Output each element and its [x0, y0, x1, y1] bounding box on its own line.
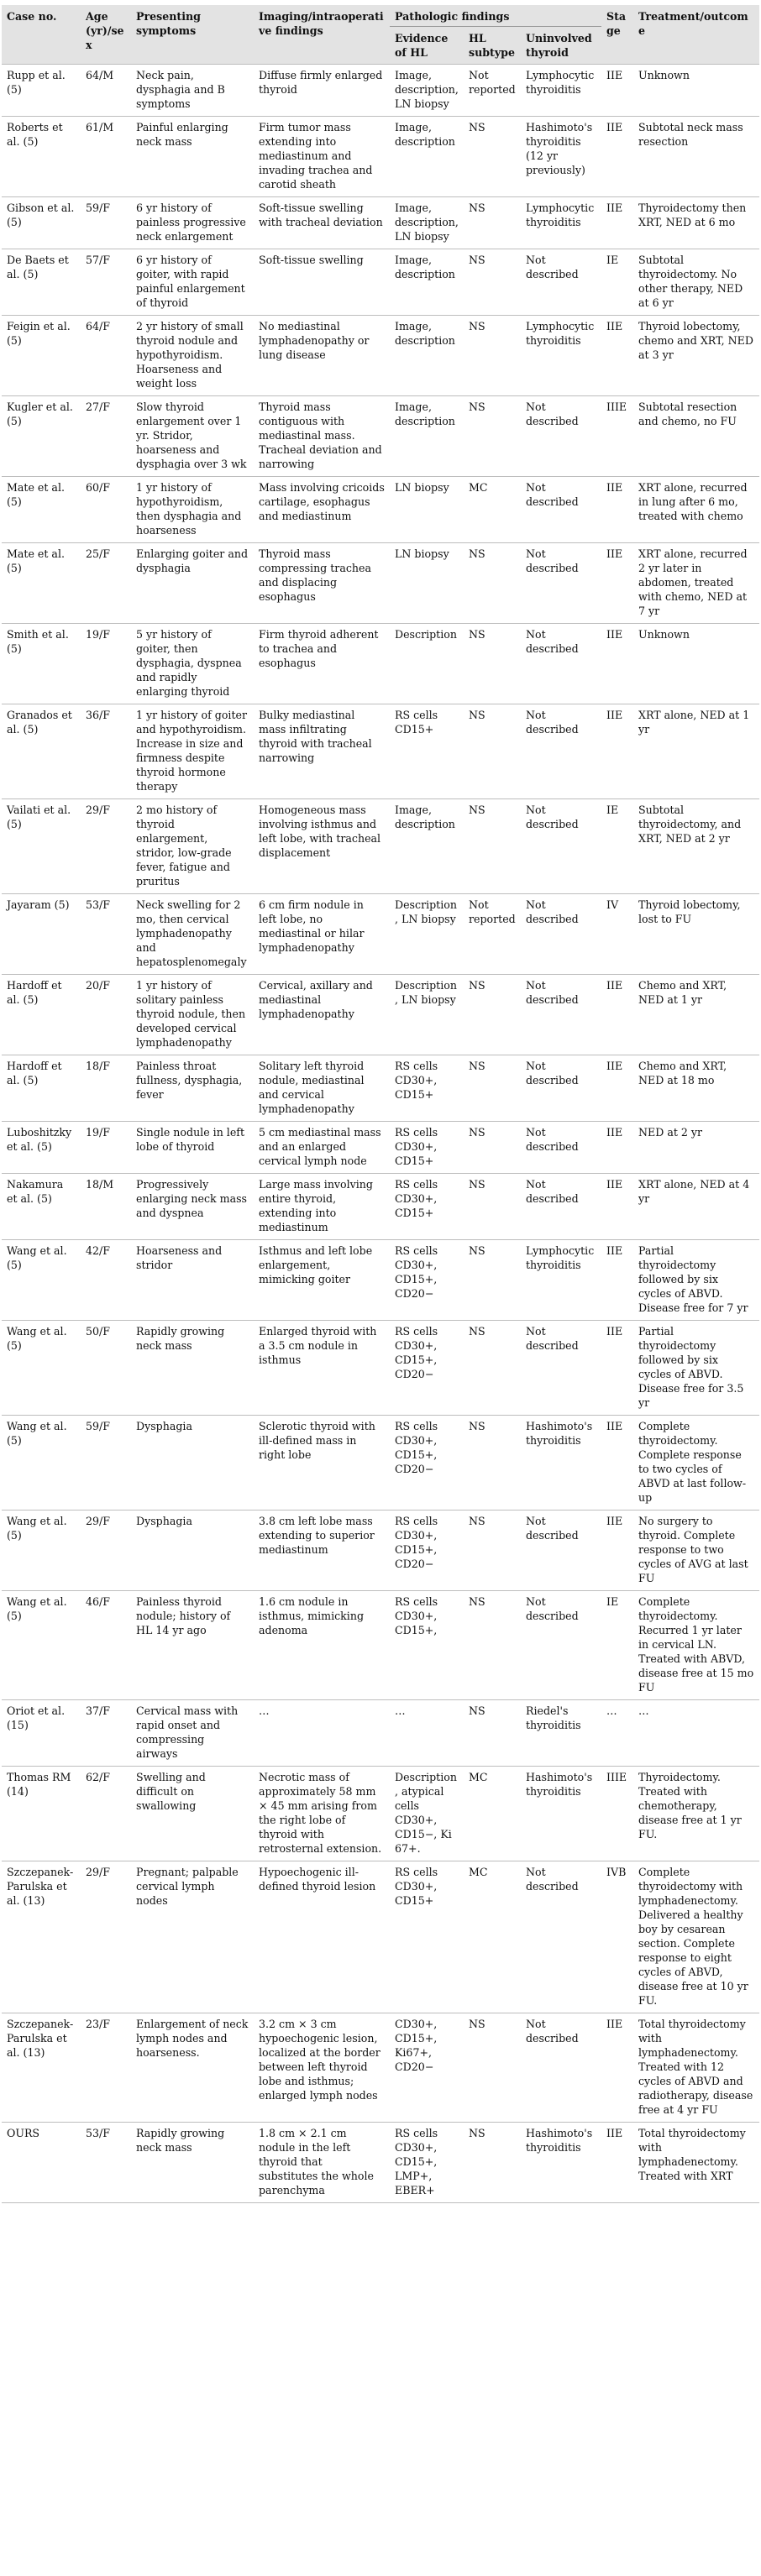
- cell-case-no: Granados et al. (5): [2, 704, 81, 799]
- cell-case-no: Kugler et al. (5): [2, 396, 81, 477]
- cell-presenting-symptoms: Dysphagia: [131, 1416, 254, 1511]
- cell-treatment-outcome: No surgery to thyroid. Complete response to two cycles of AVG at last FU: [633, 1511, 759, 1591]
- cell-uninvolved-thyroid: Not described: [521, 975, 601, 1055]
- cell-presenting-symptoms: Pregnant; palpable cervical lymph nodes: [131, 1861, 254, 2013]
- cell-stage: IIE: [601, 197, 633, 249]
- cell-hl-subtype: NS: [464, 975, 521, 1055]
- cell-uninvolved-thyroid: Lymphocytic thyroiditis: [521, 197, 601, 249]
- cell-hl-subtype: NS: [464, 1122, 521, 1174]
- cell-hl-subtype: Not reported: [464, 894, 521, 975]
- cell-uninvolved-thyroid: Hashimoto's thyroiditis: [521, 1416, 601, 1511]
- cell-case-no: Roberts et al. (5): [2, 117, 81, 197]
- cell-case-no: Nakamura et al. (5): [2, 1174, 81, 1240]
- cell-evidence-of-hl: RS cells CD30+, CD15+: [390, 1055, 464, 1122]
- cell-treatment-outcome: Thyroidectomy. Treated with chemotherapy, disease free at 1 yr FU.: [633, 1767, 759, 1861]
- cell-imaging-findings: 1.8 cm × 2.1 cm nodule in the left thyroid that substitutes the whole parenchyma: [254, 2123, 390, 2203]
- cell-age-sex: 29/F: [81, 1511, 131, 1591]
- cell-stage: IIE: [601, 1122, 633, 1174]
- table-row: [2, 1511, 759, 1591]
- cell-case-no: Wang et al. (5): [2, 1416, 81, 1511]
- cell-case-no: Wang et al. (5): [2, 1321, 81, 1416]
- cell-hl-subtype: NS: [464, 2013, 521, 2123]
- cell-case-no: Thomas RM (14): [2, 1767, 81, 1861]
- cell-presenting-symptoms: 1 yr history of hypothyroidism, then dysphagia and hoarseness: [131, 477, 254, 543]
- cell-hl-subtype: NS: [464, 1321, 521, 1416]
- cell-uninvolved-thyroid: Riedel's thyroiditis: [521, 1700, 601, 1767]
- cell-evidence-of-hl: LN biopsy: [390, 543, 464, 624]
- table-row: [2, 1767, 759, 1861]
- cell-stage: IIIE: [601, 1767, 633, 1861]
- cell-imaging-findings: Large mass involving entire thyroid, extending into mediastinum: [254, 1174, 390, 1240]
- cell-presenting-symptoms: Enlarging goiter and dysphagia: [131, 543, 254, 624]
- cell-hl-subtype: NS: [464, 1511, 521, 1591]
- cell-presenting-symptoms: Neck pain, dysphagia and B symptoms: [131, 65, 254, 117]
- cell-evidence-of-hl: RS cells CD30+, CD15+, LMP+, EBER+: [390, 2123, 464, 2203]
- cell-presenting-symptoms: 5 yr history of goiter, then dysphagia, dyspnea and rapidly enlarging thyroid: [131, 624, 254, 704]
- cell-stage: IE: [601, 1591, 633, 1700]
- cell-case-no: Wang et al. (5): [2, 1511, 81, 1591]
- table-row: [2, 1861, 759, 2013]
- cell-age-sex: 53/F: [81, 2123, 131, 2203]
- cell-imaging-findings: Cervical, axillary and mediastinal lymphadenopathy: [254, 975, 390, 1055]
- cell-evidence-of-hl: Description, LN biopsy: [390, 894, 464, 975]
- cell-presenting-symptoms: 2 yr history of small thyroid nodule and hypothyroidism. Hoarseness and weight loss: [131, 316, 254, 396]
- cell-imaging-findings: Necrotic mass of approximately 58 mm × 45 mm arising from the right lobe of thyroid with retrosternal extension.: [254, 1767, 390, 1861]
- cell-case-no: OURS: [2, 2123, 81, 2203]
- cell-stage: IIE: [601, 1240, 633, 1321]
- cell-uninvolved-thyroid: Not described: [521, 1591, 601, 1700]
- cell-treatment-outcome: Subtotal thyroidectomy. No other therapy, NED at 6 yr: [633, 249, 759, 316]
- cell-evidence-of-hl: …: [390, 1700, 464, 1767]
- cell-age-sex: 46/F: [81, 1591, 131, 1700]
- cell-uninvolved-thyroid: Not described: [521, 704, 601, 799]
- cell-presenting-symptoms: Rapidly growing neck mass: [131, 2123, 254, 2203]
- cell-presenting-symptoms: Progressively enlarging neck mass and dyspnea: [131, 1174, 254, 1240]
- cell-uninvolved-thyroid: Hashimoto's thyroiditis: [521, 2123, 601, 2203]
- table-row: [2, 624, 759, 704]
- cell-treatment-outcome: …: [633, 1700, 759, 1767]
- cell-age-sex: 25/F: [81, 543, 131, 624]
- cell-age-sex: 19/F: [81, 624, 131, 704]
- cell-hl-subtype: NS: [464, 1700, 521, 1767]
- cell-hl-subtype: NS: [464, 799, 521, 894]
- cell-imaging-findings: Soft-tissue swelling: [254, 249, 390, 316]
- cell-treatment-outcome: Subtotal resection and chemo, no FU: [633, 396, 759, 477]
- table-row: [2, 316, 759, 396]
- cell-case-no: Mate et al. (5): [2, 543, 81, 624]
- header-hl-subtype: HL subtype: [464, 27, 521, 65]
- cell-presenting-symptoms: Dysphagia: [131, 1511, 254, 1591]
- cell-uninvolved-thyroid: Not described: [521, 1861, 601, 2013]
- table-row: [2, 197, 759, 249]
- cell-age-sex: 20/F: [81, 975, 131, 1055]
- cell-case-no: Rupp et al. (5): [2, 65, 81, 117]
- cell-treatment-outcome: NED at 2 yr: [633, 1122, 759, 1174]
- table-row: [2, 1055, 759, 1122]
- cell-age-sex: 60/F: [81, 477, 131, 543]
- cell-stage: IIE: [601, 624, 633, 704]
- cell-hl-subtype: NS: [464, 197, 521, 249]
- cell-hl-subtype: NS: [464, 396, 521, 477]
- cell-treatment-outcome: Thyroid lobectomy, chemo and XRT, NED at 3 yr: [633, 316, 759, 396]
- header-pathologic-findings: Pathologic findings: [390, 5, 601, 27]
- cell-presenting-symptoms: Hoarseness and stridor: [131, 1240, 254, 1321]
- cell-imaging-findings: 3.8 cm left lobe mass extending to superior mediastinum: [254, 1511, 390, 1591]
- cell-hl-subtype: Not reported: [464, 65, 521, 117]
- cell-uninvolved-thyroid: Not described: [521, 249, 601, 316]
- cell-treatment-outcome: Chemo and XRT, NED at 18 mo: [633, 1055, 759, 1122]
- table-row: [2, 894, 759, 975]
- cell-age-sex: 53/F: [81, 894, 131, 975]
- cell-evidence-of-hl: RS cells CD30+, CD15+: [390, 1122, 464, 1174]
- cell-evidence-of-hl: RS cells CD30+, CD15+: [390, 1861, 464, 2013]
- header-treatment: Treatment/outcome: [633, 5, 759, 65]
- cell-evidence-of-hl: RS cells CD30+, CD15+, CD20−: [390, 1240, 464, 1321]
- cell-uninvolved-thyroid: Not described: [521, 799, 601, 894]
- cell-imaging-findings: Diffuse firmly enlarged thyroid: [254, 65, 390, 117]
- cell-presenting-symptoms: Enlargement of neck lymph nodes and hoarseness.: [131, 2013, 254, 2123]
- cell-treatment-outcome: XRT alone, recurred in lung after 6 mo, treated with chemo: [633, 477, 759, 543]
- table-row: [2, 65, 759, 117]
- cell-evidence-of-hl: Image, description: [390, 249, 464, 316]
- cell-treatment-outcome: Total thyroidectomy with lymphadenectomy. Treated with XRT: [633, 2123, 759, 2203]
- cell-treatment-outcome: Thyroidectomy then XRT, NED at 6 mo: [633, 197, 759, 249]
- cell-uninvolved-thyroid: Lymphocytic thyroiditis: [521, 316, 601, 396]
- cell-imaging-findings: 1.6 cm nodule in isthmus, mimicking adenoma: [254, 1591, 390, 1700]
- table-row: [2, 543, 759, 624]
- cell-treatment-outcome: Partial thyroidectomy followed by six cycles of ABVD. Disease free for 3.5 yr: [633, 1321, 759, 1416]
- table-row: [2, 704, 759, 799]
- cell-presenting-symptoms: Neck swelling for 2 mo, then cervical lymphadenopathy and hepatosplenomegaly: [131, 894, 254, 975]
- cell-stage: …: [601, 1700, 633, 1767]
- cell-imaging-findings: Thyroid mass compressing trachea and displacing esophagus: [254, 543, 390, 624]
- cell-imaging-findings: Homogeneous mass involving isthmus and left lobe, with tracheal displacement: [254, 799, 390, 894]
- cell-presenting-symptoms: Swelling and difficult on swallowing: [131, 1767, 254, 1861]
- cell-age-sex: 18/F: [81, 1055, 131, 1122]
- cell-case-no: Hardoff et al. (5): [2, 975, 81, 1055]
- cell-case-no: Vailati et al. (5): [2, 799, 81, 894]
- cell-hl-subtype: NS: [464, 704, 521, 799]
- table-row: [2, 2123, 759, 2203]
- cell-uninvolved-thyroid: Not described: [521, 1174, 601, 1240]
- cell-imaging-findings: Firm thyroid adherent to trachea and esophagus: [254, 624, 390, 704]
- cell-imaging-findings: Isthmus and left lobe enlargement, mimicking goiter: [254, 1240, 390, 1321]
- cell-evidence-of-hl: Image, description, LN biopsy: [390, 65, 464, 117]
- cell-stage: IIE: [601, 2123, 633, 2203]
- cell-imaging-findings: 6 cm firm nodule in left lobe, no mediastinal or hilar lymphadenopathy: [254, 894, 390, 975]
- cell-stage: IE: [601, 799, 633, 894]
- cell-treatment-outcome: Complete thyroidectomy. Complete response to two cycles of ABVD at last follow-up: [633, 1416, 759, 1511]
- cell-stage: IIE: [601, 704, 633, 799]
- header-case-no: Case no.: [2, 5, 81, 65]
- cell-case-no: Smith et al. (5): [2, 624, 81, 704]
- table-row: [2, 799, 759, 894]
- cell-treatment-outcome: Complete thyroidectomy with lymphadenectomy. Delivered a healthy boy by cesarean section. Complete response to eight cycles of ABVD, disease free at 10 yr FU.: [633, 1861, 759, 2013]
- cell-hl-subtype: NS: [464, 543, 521, 624]
- cell-evidence-of-hl: Image, description: [390, 799, 464, 894]
- cell-imaging-findings: Firm tumor mass extending into mediastinum and invading trachea and carotid sheath: [254, 117, 390, 197]
- cell-stage: IIE: [601, 117, 633, 197]
- cell-case-no: Mate et al. (5): [2, 477, 81, 543]
- cell-treatment-outcome: Subtotal neck mass resection: [633, 117, 759, 197]
- cell-case-no: Jayaram (5): [2, 894, 81, 975]
- cell-evidence-of-hl: RS cells CD30+, CD15+: [390, 1174, 464, 1240]
- cell-case-no: Feigin et al. (5): [2, 316, 81, 396]
- table-row: [2, 396, 759, 477]
- table-row: [2, 117, 759, 197]
- cell-hl-subtype: MC: [464, 1861, 521, 2013]
- cell-evidence-of-hl: Description, atypical cells CD30+, CD15−, Ki 67+.: [390, 1767, 464, 1861]
- cell-treatment-outcome: XRT alone, recurred 2 yr later in abdomen, treated with chemo, NED at 7 yr: [633, 543, 759, 624]
- cell-hl-subtype: MC: [464, 477, 521, 543]
- cell-age-sex: 62/F: [81, 1767, 131, 1861]
- cell-age-sex: 59/F: [81, 1416, 131, 1511]
- cell-evidence-of-hl: Image, description, LN biopsy: [390, 197, 464, 249]
- cell-age-sex: 29/F: [81, 799, 131, 894]
- cell-uninvolved-thyroid: Not described: [521, 1055, 601, 1122]
- cell-stage: IV: [601, 894, 633, 975]
- cell-presenting-symptoms: 1 yr history of goiter and hypothyroidism. Increase in size and firmness despite thyroid hormone therapy: [131, 704, 254, 799]
- cell-case-no: Szczepanek-Parulska et al. (13): [2, 1861, 81, 2013]
- cell-uninvolved-thyroid: Not described: [521, 1511, 601, 1591]
- cell-uninvolved-thyroid: Not described: [521, 2013, 601, 2123]
- cell-stage: IIE: [601, 316, 633, 396]
- table-row: [2, 1700, 759, 1767]
- table-row: [2, 1591, 759, 1700]
- cell-stage: IIE: [601, 1055, 633, 1122]
- cell-uninvolved-thyroid: Not described: [521, 894, 601, 975]
- cell-evidence-of-hl: Description: [390, 624, 464, 704]
- cell-presenting-symptoms: Rapidly growing neck mass: [131, 1321, 254, 1416]
- table-row: [2, 1416, 759, 1511]
- cell-hl-subtype: NS: [464, 1240, 521, 1321]
- cell-evidence-of-hl: RS cells CD15+: [390, 704, 464, 799]
- table-row: [2, 477, 759, 543]
- cell-treatment-outcome: Complete thyroidectomy. Recurred 1 yr later in cervical LN. Treated with ABVD, disease free at 15 mo FU: [633, 1591, 759, 1700]
- cell-imaging-findings: Soft-tissue swelling with tracheal deviation: [254, 197, 390, 249]
- cell-presenting-symptoms: Single nodule in left lobe of thyroid: [131, 1122, 254, 1174]
- cell-imaging-findings: Mass involving cricoids cartilage, esophagus and mediastinum: [254, 477, 390, 543]
- cell-evidence-of-hl: RS cells CD30+, CD15+,: [390, 1591, 464, 1700]
- cell-uninvolved-thyroid: Not described: [521, 396, 601, 477]
- cell-imaging-findings: 3.2 cm × 3 cm hypoechogenic lesion, localized at the border between left thyroid lobe and isthmus; enlarged lymph nodes: [254, 2013, 390, 2123]
- cell-case-no: Szczepanek-Parulska et al. (13): [2, 2013, 81, 2123]
- cell-stage: IIE: [601, 1321, 633, 1416]
- cell-treatment-outcome: Thyroid lobectomy, lost to FU: [633, 894, 759, 975]
- table-row: [2, 1321, 759, 1416]
- case-table: [2, 5, 759, 2203]
- cell-case-no: De Baets et al. (5): [2, 249, 81, 316]
- cell-hl-subtype: NS: [464, 2123, 521, 2203]
- cell-stage: IIE: [601, 477, 633, 543]
- cell-age-sex: 50/F: [81, 1321, 131, 1416]
- cell-evidence-of-hl: Image, description: [390, 396, 464, 477]
- cell-presenting-symptoms: 6 yr history of painless progressive neck enlargement: [131, 197, 254, 249]
- cell-presenting-symptoms: 1 yr history of solitary painless thyroid nodule, then developed cervical lymphadenopathy: [131, 975, 254, 1055]
- cell-evidence-of-hl: Description, LN biopsy: [390, 975, 464, 1055]
- cell-stage: IIE: [601, 2013, 633, 2123]
- cell-presenting-symptoms: Painful enlarging neck mass: [131, 117, 254, 197]
- cell-hl-subtype: NS: [464, 1416, 521, 1511]
- cell-presenting-symptoms: Slow thyroid enlargement over 1 yr. Stridor, hoarseness and dysphagia over 3 wk: [131, 396, 254, 477]
- cell-age-sex: 61/M: [81, 117, 131, 197]
- cell-evidence-of-hl: RS cells CD30+, CD15+, CD20−: [390, 1416, 464, 1511]
- cell-uninvolved-thyroid: Not described: [521, 543, 601, 624]
- cell-case-no: Wang et al. (5): [2, 1240, 81, 1321]
- table-row: [2, 975, 759, 1055]
- cell-presenting-symptoms: Painless throat fullness, dysphagia, fever: [131, 1055, 254, 1122]
- cell-age-sex: 42/F: [81, 1240, 131, 1321]
- cell-hl-subtype: NS: [464, 1591, 521, 1700]
- header-evidence-of-hl: Evidence of HL: [390, 27, 464, 65]
- table-row: [2, 1174, 759, 1240]
- cell-case-no: Gibson et al. (5): [2, 197, 81, 249]
- cell-age-sex: 18/M: [81, 1174, 131, 1240]
- cell-uninvolved-thyroid: Lymphocytic thyroiditis: [521, 65, 601, 117]
- cell-hl-subtype: NS: [464, 1055, 521, 1122]
- cell-hl-subtype: NS: [464, 316, 521, 396]
- cell-stage: IE: [601, 249, 633, 316]
- header-imaging: Imaging/intraoperative findings: [254, 5, 390, 65]
- cell-stage: IIE: [601, 543, 633, 624]
- cell-uninvolved-thyroid: Hashimoto's thyroiditis: [521, 1767, 601, 1861]
- table-row: [2, 249, 759, 316]
- cell-treatment-outcome: Total thyroidectomy with lymphadenectomy. Treated with 12 cycles of ABVD and radiotherapy, disease free at 4 yr FU: [633, 2013, 759, 2123]
- cell-uninvolved-thyroid: Not described: [521, 1122, 601, 1174]
- cell-stage: IIIE: [601, 396, 633, 477]
- cell-hl-subtype: NS: [464, 624, 521, 704]
- cell-uninvolved-thyroid: Hashimoto's thyroiditis (12 yr previously): [521, 117, 601, 197]
- cell-stage: IIE: [601, 1511, 633, 1591]
- table-row: [2, 2013, 759, 2123]
- cell-uninvolved-thyroid: Not described: [521, 477, 601, 543]
- cell-case-no: Wang et al. (5): [2, 1591, 81, 1700]
- header-stage: Stage: [601, 5, 633, 65]
- cell-hl-subtype: MC: [464, 1767, 521, 1861]
- cell-imaging-findings: Solitary left thyroid nodule, mediastinal and cervical lymphadenopathy: [254, 1055, 390, 1122]
- cell-treatment-outcome: Subtotal thyroidectomy, and XRT, NED at 2 yr: [633, 799, 759, 894]
- cell-imaging-findings: 5 cm mediastinal mass and an enlarged cervical lymph node: [254, 1122, 390, 1174]
- cell-stage: IIE: [601, 65, 633, 117]
- cell-evidence-of-hl: RS cells CD30+, CD15+, CD20−: [390, 1321, 464, 1416]
- cell-case-no: Luboshitzky et al. (5): [2, 1122, 81, 1174]
- cell-hl-subtype: NS: [464, 1174, 521, 1240]
- cell-hl-subtype: NS: [464, 249, 521, 316]
- cell-imaging-findings: Sclerotic thyroid with ill-defined mass in right lobe: [254, 1416, 390, 1511]
- header-presenting-symptoms: Presenting symptoms: [131, 5, 254, 65]
- table-body: [2, 65, 759, 2203]
- cell-treatment-outcome: Partial thyroidectomy followed by six cycles of ABVD. Disease free for 7 yr: [633, 1240, 759, 1321]
- cell-imaging-findings: Enlarged thyroid with a 3.5 cm nodule in isthmus: [254, 1321, 390, 1416]
- cell-treatment-outcome: Unknown: [633, 65, 759, 117]
- cell-imaging-findings: Hypoechogenic ill-defined thyroid lesion: [254, 1861, 390, 2013]
- cell-imaging-findings: No mediastinal lymphadenopathy or lung disease: [254, 316, 390, 396]
- cell-treatment-outcome: Chemo and XRT, NED at 1 yr: [633, 975, 759, 1055]
- cell-age-sex: 64/M: [81, 65, 131, 117]
- header-age-sex: Age (yr)/sex: [81, 5, 131, 65]
- cell-age-sex: 64/F: [81, 316, 131, 396]
- table-header: [2, 5, 759, 65]
- cell-age-sex: 59/F: [81, 197, 131, 249]
- cell-presenting-symptoms: Cervical mass with rapid onset and compressing airways: [131, 1700, 254, 1767]
- cell-imaging-findings: …: [254, 1700, 390, 1767]
- cell-age-sex: 57/F: [81, 249, 131, 316]
- cell-hl-subtype: NS: [464, 117, 521, 197]
- table-row: [2, 1240, 759, 1321]
- cell-evidence-of-hl: CD30+, CD15+, Ki67+, CD20−: [390, 2013, 464, 2123]
- cell-uninvolved-thyroid: Not described: [521, 1321, 601, 1416]
- cell-age-sex: 27/F: [81, 396, 131, 477]
- cell-case-no: Oriot et al. (15): [2, 1700, 81, 1767]
- cell-imaging-findings: Thyroid mass contiguous with mediastinal mass. Tracheal deviation and narrowing: [254, 396, 390, 477]
- cell-stage: IVB: [601, 1861, 633, 2013]
- cell-stage: IIE: [601, 1174, 633, 1240]
- cell-imaging-findings: Bulky mediastinal mass infiltrating thyroid with tracheal narrowing: [254, 704, 390, 799]
- cell-age-sex: 19/F: [81, 1122, 131, 1174]
- cell-stage: IIE: [601, 1416, 633, 1511]
- cell-presenting-symptoms: 2 mo history of thyroid enlargement, stridor, low-grade fever, fatigue and pruritus: [131, 799, 254, 894]
- cell-evidence-of-hl: LN biopsy: [390, 477, 464, 543]
- cell-age-sex: 37/F: [81, 1700, 131, 1767]
- cell-age-sex: 36/F: [81, 704, 131, 799]
- cell-presenting-symptoms: 6 yr history of goiter, with rapid painful enlargement of thyroid: [131, 249, 254, 316]
- cell-age-sex: 23/F: [81, 2013, 131, 2123]
- cell-treatment-outcome: XRT alone, NED at 4 yr: [633, 1174, 759, 1240]
- cell-age-sex: 29/F: [81, 1861, 131, 2013]
- cell-evidence-of-hl: Image, description: [390, 117, 464, 197]
- cell-case-no: Hardoff et al. (5): [2, 1055, 81, 1122]
- header-uninvolved-thyroid: Uninvolved thyroid: [521, 27, 601, 65]
- cell-uninvolved-thyroid: Not described: [521, 624, 601, 704]
- cell-presenting-symptoms: Painless thyroid nodule; history of HL 14 yr ago: [131, 1591, 254, 1700]
- cell-uninvolved-thyroid: Lymphocytic thyroiditis: [521, 1240, 601, 1321]
- cell-treatment-outcome: Unknown: [633, 624, 759, 704]
- cell-stage: IIE: [601, 975, 633, 1055]
- cell-evidence-of-hl: Image, description: [390, 316, 464, 396]
- cell-evidence-of-hl: RS cells CD30+, CD15+, CD20−: [390, 1511, 464, 1591]
- cell-treatment-outcome: XRT alone, NED at 1 yr: [633, 704, 759, 799]
- table-row: [2, 1122, 759, 1174]
